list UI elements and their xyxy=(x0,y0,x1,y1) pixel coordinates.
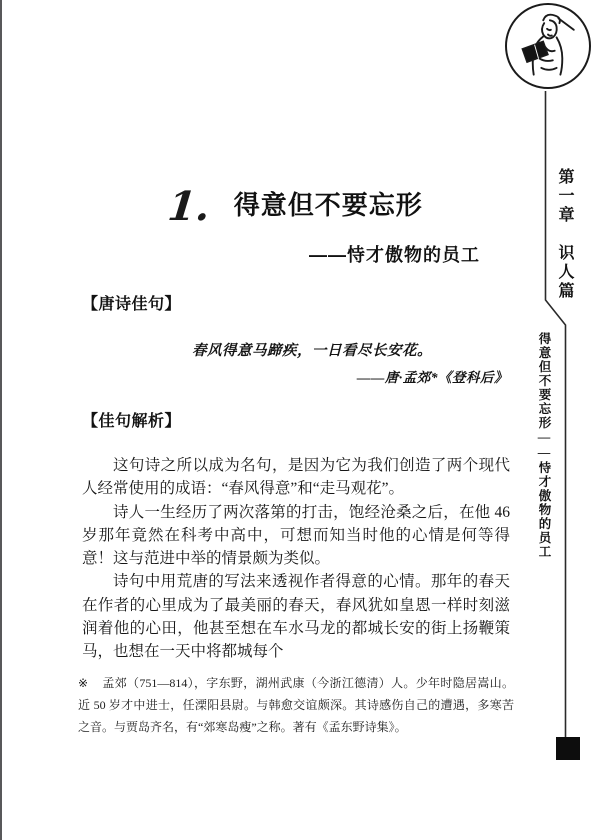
chapter-number: 1. xyxy=(165,183,213,230)
poem-section-header: 【唐诗佳句】 xyxy=(82,296,182,313)
chapter-illustration xyxy=(505,3,591,89)
analysis-body xyxy=(82,454,510,664)
analysis-paragraph: 诗人一生经历了两次落第的打击，饱经沧桑之后，在他 46 岁那年竟然在科考中高中，可想而知当时他的心情是何等得意！这与范进中举的情景颇为类似。 xyxy=(82,503,510,568)
poem-attribution: ——唐·孟郊*《登科后》 xyxy=(356,370,508,385)
analysis-paragraph: 诗句中用荒唐的写法来透视作者得意的心情。那年的春天在作者的心里成为了最美丽的春天，春风犹如皇恩一样时刻滋润着他的心田，他甚至想在车水马龙的都城长安的街上扬鞭策马，也想在一天中将都城每个 xyxy=(82,573,510,661)
footnote xyxy=(78,672,514,738)
page-edge-line xyxy=(0,0,2,840)
footnote-text: 孟郊（751—814），字东野，湖州武康（今浙江德清）人。少年时隐居嵩山。近 50 岁才中进士，任溧阳县尉。与韩愈交谊颇深。其诗感伤自己的遭遇，多寒苦之音。与贾岛齐名，有“郊寒岛瘦”之称。著有《孟东野诗集》。 xyxy=(78,676,514,734)
chapter-title: 得意但不要忘形 xyxy=(233,190,423,220)
footnote-marker: ※ xyxy=(78,676,89,690)
sidebar-chapter-label: 第一章 识人篇 xyxy=(556,168,573,301)
sidebar-section-label: 得意但不要忘形——恃才傲物的员工 xyxy=(537,332,551,559)
analysis-section-header: 【佳句解析】 xyxy=(82,413,182,430)
chapter-heading xyxy=(165,183,423,230)
chapter-subtitle: ——恃才傲物的员工 xyxy=(309,245,480,265)
analysis-paragraph: 这句诗之所以成为名句，是因为它为我们创造了两个现代人经常使用的成语：“春风得意”和“走马观花”。 xyxy=(82,457,510,498)
poem-quote: 春风得意马蹄疾，一日看尽长安花。 xyxy=(192,343,432,359)
scholar-reading-icon xyxy=(507,5,589,87)
page-marker-square xyxy=(556,737,580,760)
